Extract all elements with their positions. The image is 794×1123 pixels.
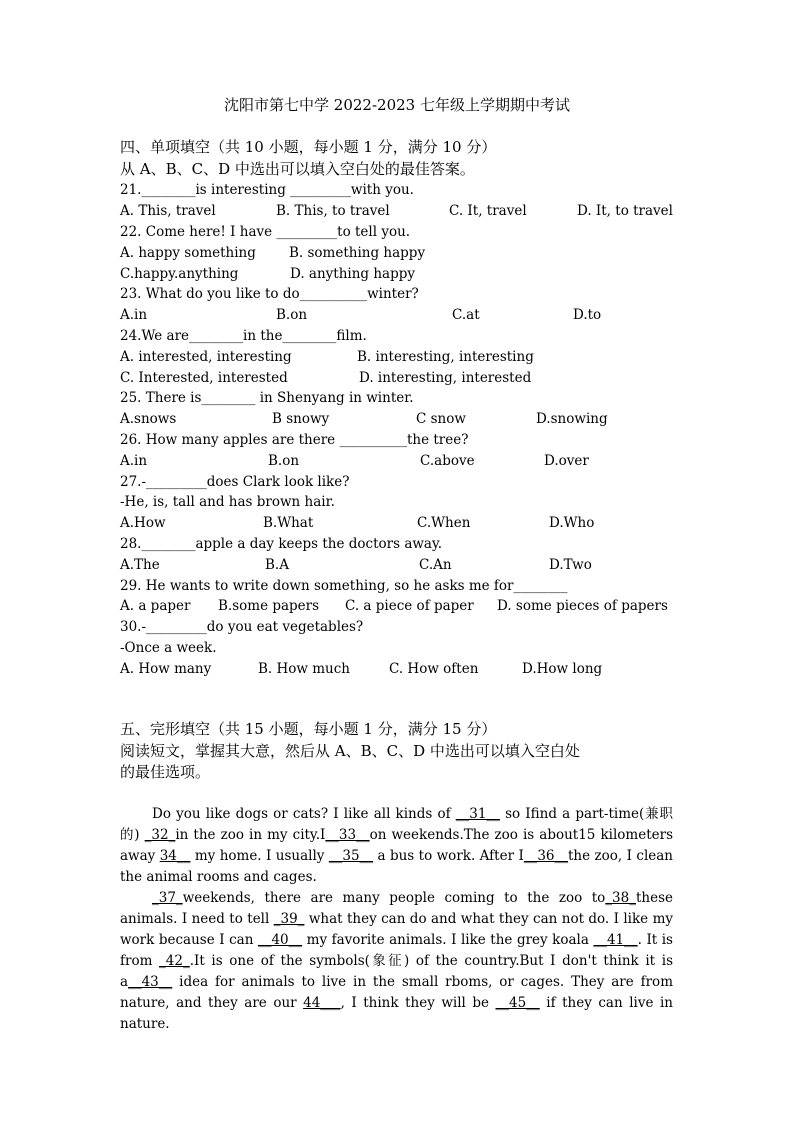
cloze-blank-44: 44___	[303, 995, 341, 1011]
q21-option-c: C. It, travel	[449, 203, 527, 219]
cloze-paragraph-2	[120, 888, 673, 1035]
cloze-blank-34: 34__	[159, 848, 191, 864]
q28-option-d: D.Two	[549, 557, 592, 573]
q25-option-d: D.snowing	[536, 411, 608, 427]
q30-option-c: C. How often	[389, 661, 479, 677]
q25-option-b: B snowy	[272, 411, 330, 427]
question-24: 24.We are________in the________film.	[120, 328, 367, 344]
q24-option-a: A. interested, interesting	[120, 349, 292, 365]
cloze-blank-40: __40__	[257, 932, 303, 948]
question-23: 23. What do you like to do__________winter?	[120, 286, 419, 302]
q25-option-a: A.snows	[120, 411, 177, 427]
cloze-text: my home. I usually	[190, 848, 329, 864]
cloze-paragraph-1	[120, 804, 673, 888]
q29-option-b: B.some papers	[218, 598, 320, 614]
cloze-blank-37: _37_	[152, 890, 183, 906]
page-title: 沈阳市第七中学 2022-2023 七年级上学期期中考试	[224, 96, 570, 114]
q22-option-c: C.happy.anything	[120, 266, 239, 282]
q23-option-c: C.at	[452, 307, 480, 323]
q24-option-d: D. interesting, interested	[359, 370, 532, 386]
q26-option-d: D.over	[544, 453, 589, 469]
section5-heading: 五、完形填空（共 15 小题，每小题 1 分，满分 15 分）	[120, 720, 497, 738]
q24-option-b: B. interesting, interesting	[357, 349, 534, 365]
cloze-blank-36: __36__	[523, 848, 568, 864]
question-27: 27.-_________does Clark look like?	[120, 474, 350, 490]
q22-option-a: A. happy something	[120, 245, 256, 261]
cloze-blank-45: __45__	[495, 995, 540, 1011]
q30-option-b: B. How much	[258, 661, 351, 677]
q30-answer-line: -Once a week.	[120, 640, 217, 656]
cloze-text: , I think they will be	[340, 995, 496, 1011]
question-26: 26. How many apples are there __________the tree?	[120, 432, 469, 448]
cloze-text: so Ifind a part-time(兼职的)	[120, 806, 673, 843]
question-22: 22. Come here! I have _________to tell you.	[120, 224, 411, 240]
cloze-text: weekends, there are many people coming to the zoo to	[182, 890, 606, 906]
cloze-text: in the zoo in my city.I	[175, 827, 326, 843]
cloze-text: idea for animals to live in the small rboms, or cages. They are from nature, and they are our	[120, 974, 673, 1011]
question-30: 30.-_________do you eat vegetables?	[120, 619, 364, 635]
q23-option-b: B.on	[276, 307, 308, 323]
question-21: 21.________is interesting _________with you.	[120, 182, 414, 198]
cloze-blank-39: _39_	[273, 911, 305, 927]
cloze-text: a bus to work. After I	[373, 848, 524, 864]
q27-option-d: D.Who	[549, 515, 595, 531]
cloze-text: what they can do and what they can not do. I like my work because I can	[120, 911, 674, 948]
q22-option-d: D. anything happy	[290, 266, 416, 282]
cloze-text: . It is from	[120, 932, 673, 969]
q30-option-a: A. How many	[120, 661, 212, 677]
cloze-blank-38: _38_	[605, 890, 636, 906]
q27-option-a: A.How	[120, 515, 166, 531]
section4-heading: 四、单项填空（共 10 小题，每小题 1 分，满分 10 分）	[120, 138, 497, 156]
q27-option-c: C.When	[417, 515, 471, 531]
q28-option-a: A.The	[120, 557, 160, 573]
cloze-text: my favorite animals. I like the grey koala	[302, 932, 594, 948]
q29-option-d: D. some pieces of papers	[497, 598, 668, 614]
cloze-text: if they can live in nature.	[120, 995, 673, 1032]
q26-option-c: C.above	[420, 453, 475, 469]
q23-option-a: A.in	[120, 307, 148, 323]
cloze-blank-43: __43__	[128, 974, 173, 990]
q27-option-b: B.What	[263, 515, 314, 531]
cloze-text: the zoo, I clean the animal rooms and cages.	[120, 848, 674, 885]
question-29: 29. He wants to write down something, so he asks me for________	[120, 578, 568, 594]
q21-option-b: B. This, to travel	[276, 203, 390, 219]
cloze-blank-41: __41__	[593, 932, 638, 948]
q29-option-c: C. a piece of paper	[345, 598, 474, 614]
question-28: 28.________apple a day keeps the doctors away.	[120, 536, 443, 552]
q26-option-b: B.on	[268, 453, 300, 469]
cloze-text: these animals. I need to tell	[120, 890, 673, 927]
q28-option-b: B.A	[265, 557, 289, 573]
section5-instruction-1: 阅读短文，掌握其大意，然后从 A、B、C、D 中选出可以填入空白处	[120, 742, 580, 760]
q23-option-d: D.to	[573, 307, 602, 323]
q21-option-a: A. This, travel	[120, 203, 216, 219]
q30-option-d: D.How long	[522, 661, 603, 677]
q24-option-c: C. Interested, interested	[120, 370, 288, 386]
q22-option-b: B. something happy	[289, 245, 426, 261]
q28-option-c: C.An	[419, 557, 452, 573]
cloze-blank-31: __31__	[455, 806, 500, 822]
q25-option-c: C snow	[416, 411, 466, 427]
cloze-blank-35: __35__	[328, 848, 374, 864]
q21-option-d: D. It, to travel	[577, 203, 673, 219]
section5-instruction-2: 的最佳选项。	[120, 763, 211, 781]
section4-instruction: 从 A、B、C、D 中选出可以填入空白处的最佳答案。	[120, 160, 475, 178]
cloze-text: .It is one of the symbols(象征) of the country.But I don't think it is a	[120, 953, 673, 990]
question-25: 25. There is________ in Shenyang in winter.	[120, 390, 414, 406]
cloze-blank-32: _32_	[144, 827, 176, 843]
cloze-blank-42: _42_	[159, 953, 190, 969]
q26-option-a: A.in	[120, 453, 148, 469]
cloze-text: on weekends.The zoo is about15 kilometers away	[120, 827, 673, 864]
q29-option-a: A. a paper	[120, 598, 191, 614]
q27-answer-line: -He, is, tall and has brown hair.	[120, 494, 335, 510]
cloze-text: Do you like dogs or cats? I like all kinds of	[152, 806, 456, 822]
cloze-blank-33: __33__	[325, 827, 370, 843]
